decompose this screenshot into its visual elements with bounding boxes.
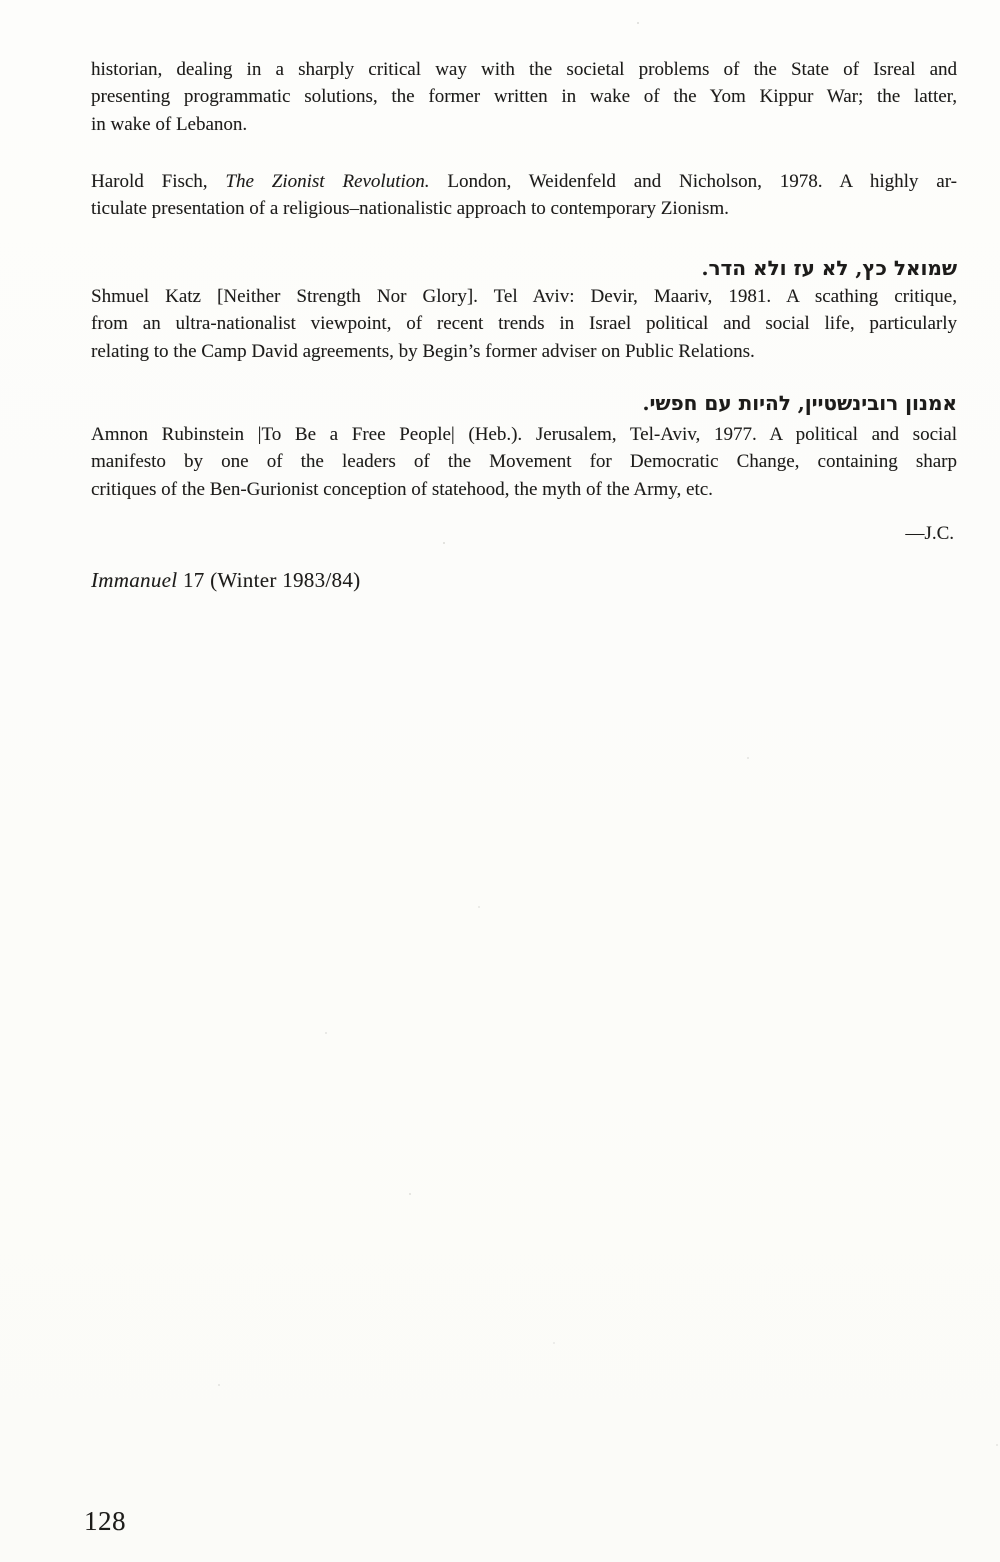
text-line: [91, 476, 957, 503]
text-run: Harold Fisch,: [91, 171, 226, 192]
text-line: [91, 111, 957, 138]
scan-speck: [637, 22, 639, 24]
scan-speck: [996, 1444, 998, 1446]
scan-speck: [218, 1384, 220, 1386]
text-line: [91, 448, 957, 475]
text-run: ticulate presentation of a religious–nationalistic approach to contemporary Zionism.: [91, 198, 729, 220]
text-run: in wake of Lebanon.: [91, 113, 248, 135]
journal-footer: [91, 566, 957, 594]
paragraph-continuation: [91, 56, 957, 138]
scan-speck: [747, 757, 749, 759]
scan-speck: [325, 1032, 327, 1034]
text-line: [91, 310, 957, 337]
text-run: London, Weidenfeld and Nicholson, 1978. A highly ar-: [429, 171, 957, 192]
text-line: [91, 83, 957, 110]
italic-text-run: The Zionist Revolution.: [225, 171, 430, 192]
journal-issue-info: 17 (Winter 1983/84): [177, 568, 361, 592]
scan-speck: [478, 906, 480, 908]
paragraph-fisch-entry: [91, 168, 957, 223]
paragraph-rubinstein-entry: [91, 421, 957, 503]
text-run: Amnon Rubinstein |To Be a Free People| (Heb.). Jerusalem, Tel-Aviv, 1977. A political and social: [91, 424, 957, 445]
journal-title: Immanuel: [91, 568, 178, 592]
text-run: manifesto by one of the leaders of the Movement for Democratic Change, containing sharp: [91, 451, 957, 473]
hebrew-title-rubinstein: אמנון רובינשטיין, להיות עם חפשי.: [642, 391, 957, 415]
reviewer-initials: —J.C.: [905, 523, 954, 544]
scan-speck: [409, 1193, 411, 1195]
scan-speck: [553, 1342, 555, 1344]
scan-speck: [443, 542, 445, 544]
text-run: relating to the Camp David agreements, by Begin’s former adviser on Public Relations.: [91, 340, 755, 362]
text-line: [91, 283, 957, 310]
text-line: [91, 421, 957, 448]
page-number: 128: [84, 1506, 126, 1536]
text-run: historian, dealing in a sharply critical way with the societal problems of the State of Isreal and: [91, 59, 957, 80]
paragraph-katz-entry: [91, 283, 957, 365]
text-run: Shmuel Katz [Neither Strength Nor Glory]. Tel Aviv: Devir, Maariv, 1981. A scathing critique,: [91, 286, 957, 307]
text-line: [91, 338, 957, 365]
text-run: presenting programmatic solutions, the former written in wake of the Yom Kippur War; the latter,: [91, 86, 957, 108]
text-line: [91, 168, 957, 195]
text-run: from an ultra-nationalist viewpoint, of recent trends in Israel political and social life, particularly: [91, 313, 957, 335]
text-line: [91, 195, 957, 222]
text-run: critiques of the Ben-Gurionist conception of statehood, the myth of the Army, etc.: [91, 478, 713, 500]
hebrew-title-katz: שמואל כץ, לא עז ולא הדר.: [701, 256, 957, 280]
text-line: [91, 56, 957, 83]
